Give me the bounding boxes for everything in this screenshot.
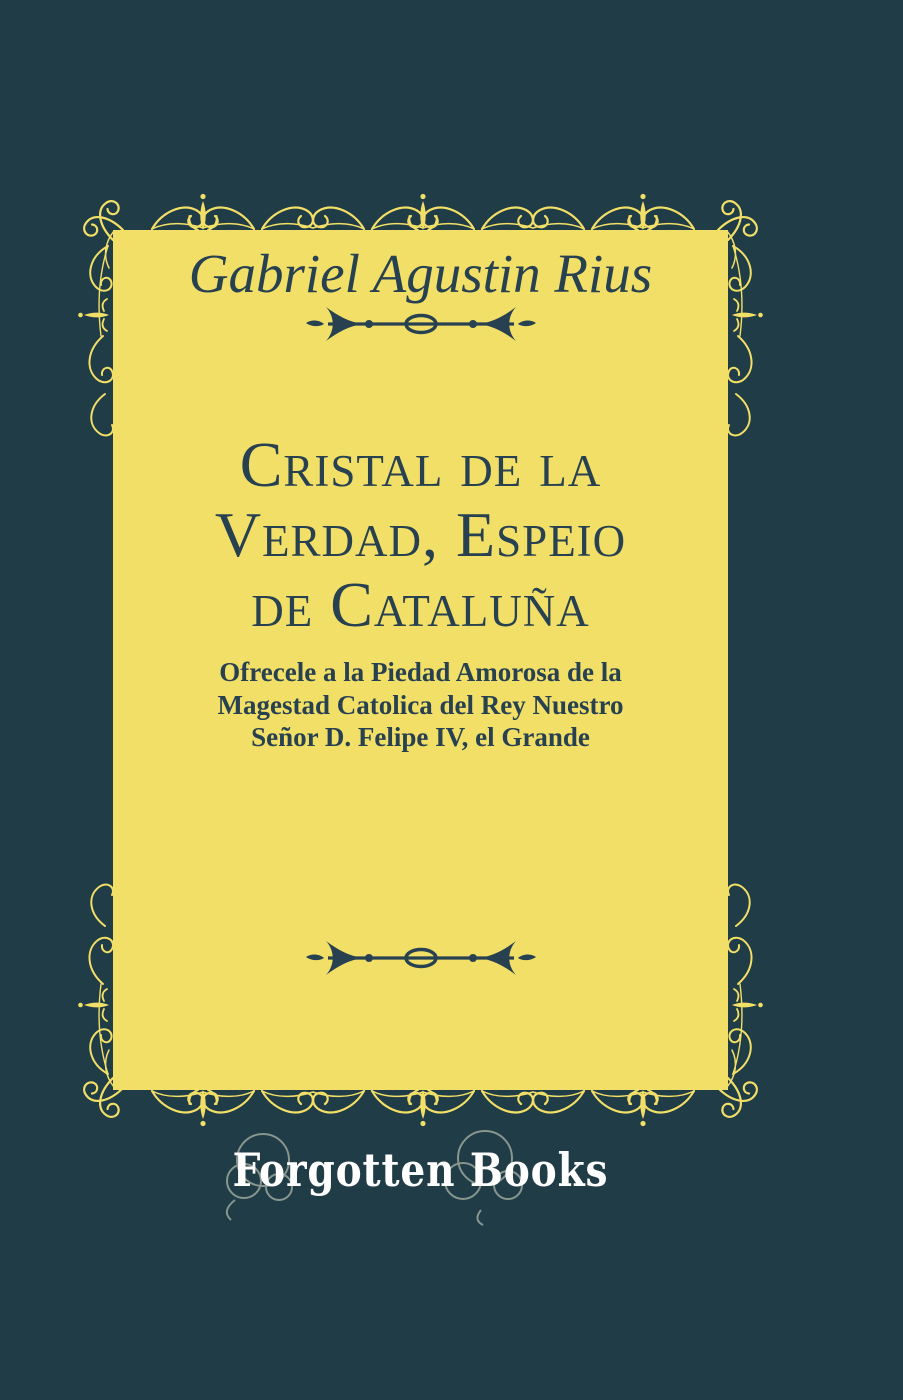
publisher-name: Forgotten Books (232, 1143, 609, 1197)
book-subtitle (113, 656, 728, 754)
book-subtitle-line: Ofrecele a la Piedad Amorosa de la (219, 657, 622, 687)
publisher-logo (113, 1118, 728, 1228)
arrow-rule-icon (301, 302, 541, 346)
book-title-line: Cristal de la (239, 429, 602, 500)
book-title (113, 430, 728, 640)
divider-ornament-bottom (113, 936, 728, 980)
book-title-line: Verdad, Espeio (214, 499, 627, 570)
book-title-line: de Cataluña (251, 569, 590, 640)
divider-ornament-top (113, 302, 728, 346)
book-subtitle-line: Magestad Catolica del Rey Nuestro (217, 689, 624, 720)
book-subtitle-line: Señor D. Felipe IV, el Grande (251, 722, 590, 752)
cover-panel (113, 230, 728, 1090)
author-name: Gabriel Agustin Rius (188, 243, 653, 304)
arrow-rule-icon (301, 936, 541, 980)
